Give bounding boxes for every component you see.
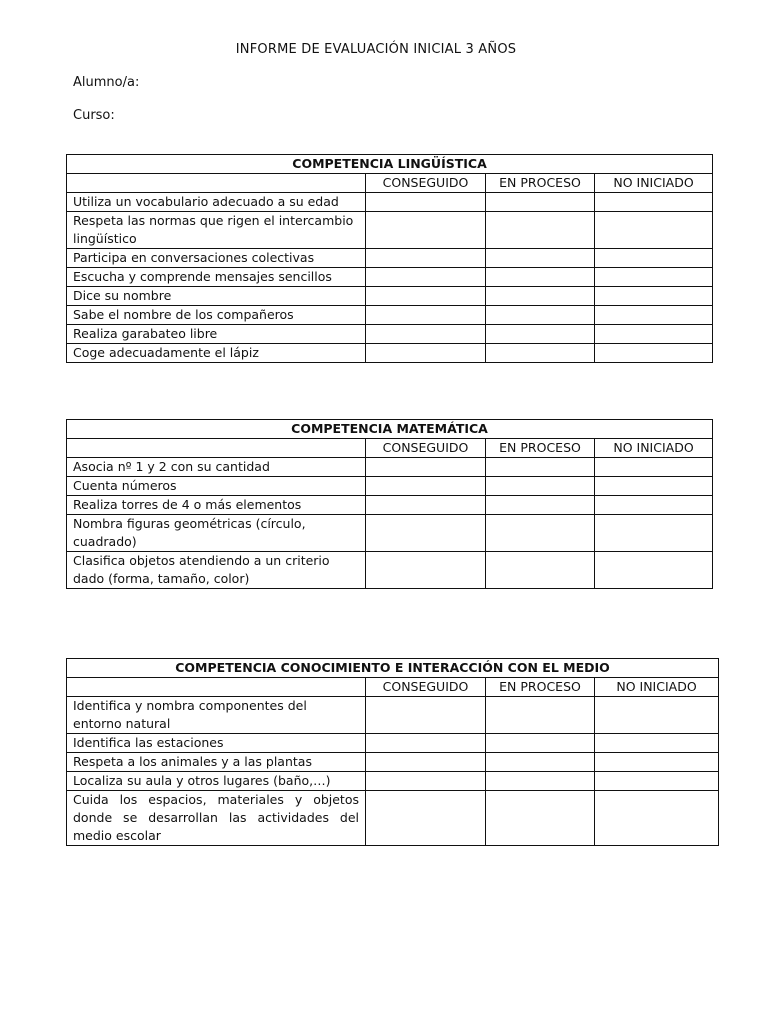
checkbox-cell-en-proceso[interactable] [486,791,595,846]
table-row [67,249,713,268]
checkbox-cell-en-proceso[interactable] [486,268,595,287]
table-row [67,772,719,791]
criterion-label: Realiza torres de 4 o más elementos [67,496,366,515]
column-header-empty [67,678,366,697]
document-title: INFORME DE EVALUACIÓN INICIAL 3 AÑOS [235,42,517,57]
criterion-label: Escucha y comprende mensajes sencillos [67,268,366,287]
checkbox-cell-conseguido[interactable] [366,287,486,306]
table-row [67,552,713,589]
checkbox-cell-en-proceso[interactable] [486,552,595,589]
checkbox-cell-no-iniciado[interactable] [595,734,719,753]
checkbox-cell-en-proceso[interactable] [486,697,595,734]
column-header-empty [67,439,366,458]
environment-competence-table [66,658,719,846]
checkbox-cell-no-iniciado[interactable] [595,458,713,477]
checkbox-cell-no-iniciado[interactable] [595,697,719,734]
criterion-label: Coge adecuadamente el lápiz [67,344,366,363]
checkbox-cell-en-proceso[interactable] [486,287,595,306]
checkbox-cell-no-iniciado[interactable] [595,753,719,772]
table-row [67,791,719,846]
criterion-label: Asocia nº 1 y 2 con su cantidad [67,458,366,477]
checkbox-cell-no-iniciado[interactable] [595,552,713,589]
checkbox-cell-en-proceso[interactable] [486,306,595,325]
student-field-label: Alumno/a: [73,75,140,90]
column-header-conseguido: CONSEGUIDO [366,678,486,697]
checkbox-cell-conseguido[interactable] [366,193,486,212]
checkbox-cell-conseguido[interactable] [366,212,486,249]
checkbox-cell-en-proceso[interactable] [486,496,595,515]
column-header-en-proceso: EN PROCESO [486,439,595,458]
table-row [67,496,713,515]
checkbox-cell-en-proceso[interactable] [486,734,595,753]
checkbox-cell-no-iniciado[interactable] [595,791,719,846]
table-row [67,287,713,306]
column-header-empty [67,174,366,193]
criterion-label: Respeta a los animales y a las plantas [67,753,366,772]
checkbox-cell-conseguido[interactable] [366,753,486,772]
checkbox-cell-conseguido[interactable] [366,477,486,496]
column-header-no-iniciado: NO INICIADO [595,174,713,193]
checkbox-cell-en-proceso[interactable] [486,753,595,772]
checkbox-cell-conseguido[interactable] [366,697,486,734]
checkbox-cell-en-proceso[interactable] [486,325,595,344]
checkbox-cell-conseguido[interactable] [366,344,486,363]
table-row [67,515,713,552]
checkbox-cell-en-proceso[interactable] [486,212,595,249]
checkbox-cell-en-proceso[interactable] [486,477,595,496]
table-row [67,753,719,772]
checkbox-cell-no-iniciado[interactable] [595,496,713,515]
criterion-label: Realiza garabateo libre [67,325,366,344]
checkbox-cell-no-iniciado[interactable] [595,477,713,496]
linguistic-competence-table [66,154,713,363]
criterion-label: Sabe el nombre de los compañeros [67,306,366,325]
table-heading: COMPETENCIA MATEMÁTICA [67,420,713,439]
table-row [67,212,713,249]
checkbox-cell-conseguido[interactable] [366,306,486,325]
criterion-label: Utiliza un vocabulario adecuado a su edad [67,193,366,212]
mathematical-competence-table [66,419,713,589]
criterion-label: Cuida los espacios, materiales y objetos donde se desarrollan las actividades del medio escolar [67,791,366,846]
checkbox-cell-conseguido[interactable] [366,552,486,589]
criterion-label: Identifica y nombra componentes del entorno natural [67,697,366,734]
table-heading: COMPETENCIA CONOCIMIENTO E INTERACCIÓN CON EL MEDIO [67,659,719,678]
table-row [67,344,713,363]
column-header-en-proceso: EN PROCESO [486,678,595,697]
course-field-label: Curso: [73,108,115,123]
checkbox-cell-no-iniciado[interactable] [595,268,713,287]
criterion-label: Clasifica objetos atendiendo a un criterio dado (forma, tamaño, color) [67,552,366,589]
checkbox-cell-conseguido[interactable] [366,496,486,515]
table-row [67,734,719,753]
criterion-label: Localiza su aula y otros lugares (baño,…) [67,772,366,791]
criterion-label: Identifica las estaciones [67,734,366,753]
column-header-en-proceso: EN PROCESO [486,174,595,193]
table-row [67,477,713,496]
criterion-label: Participa en conversaciones colectivas [67,249,366,268]
checkbox-cell-no-iniciado[interactable] [595,325,713,344]
checkbox-cell-en-proceso[interactable] [486,458,595,477]
criterion-label: Dice su nombre [67,287,366,306]
column-header-conseguido: CONSEGUIDO [366,439,486,458]
column-header-no-iniciado: NO INICIADO [595,678,719,697]
checkbox-cell-conseguido[interactable] [366,734,486,753]
checkbox-cell-conseguido[interactable] [366,458,486,477]
table-row [67,193,713,212]
checkbox-cell-conseguido[interactable] [366,515,486,552]
checkbox-cell-no-iniciado[interactable] [595,344,713,363]
table-row [67,458,713,477]
table-row [67,697,719,734]
checkbox-cell-no-iniciado[interactable] [595,306,713,325]
checkbox-cell-en-proceso[interactable] [486,344,595,363]
column-header-no-iniciado: NO INICIADO [595,439,713,458]
table-row [67,268,713,287]
checkbox-cell-en-proceso[interactable] [486,193,595,212]
checkbox-cell-conseguido[interactable] [366,772,486,791]
column-header-conseguido: CONSEGUIDO [366,174,486,193]
criterion-label: Respeta las normas que rigen el intercambio lingüístico [67,212,366,249]
checkbox-cell-no-iniciado[interactable] [595,287,713,306]
checkbox-cell-no-iniciado[interactable] [595,249,713,268]
checkbox-cell-conseguido[interactable] [366,791,486,846]
checkbox-cell-en-proceso[interactable] [486,772,595,791]
checkbox-cell-conseguido[interactable] [366,249,486,268]
table-row [67,306,713,325]
checkbox-cell-no-iniciado[interactable] [595,515,713,552]
checkbox-cell-no-iniciado[interactable] [595,193,713,212]
checkbox-cell-en-proceso[interactable] [486,249,595,268]
checkbox-cell-no-iniciado[interactable] [595,772,719,791]
criterion-label: Nombra figuras geométricas (círculo, cuadrado) [67,515,366,552]
checkbox-cell-no-iniciado[interactable] [595,212,713,249]
checkbox-cell-conseguido[interactable] [366,268,486,287]
criterion-label: Cuenta números [67,477,366,496]
checkbox-cell-en-proceso[interactable] [486,515,595,552]
table-heading: COMPETENCIA LINGÜÍSTICA [67,155,713,174]
checkbox-cell-conseguido[interactable] [366,325,486,344]
table-row [67,325,713,344]
